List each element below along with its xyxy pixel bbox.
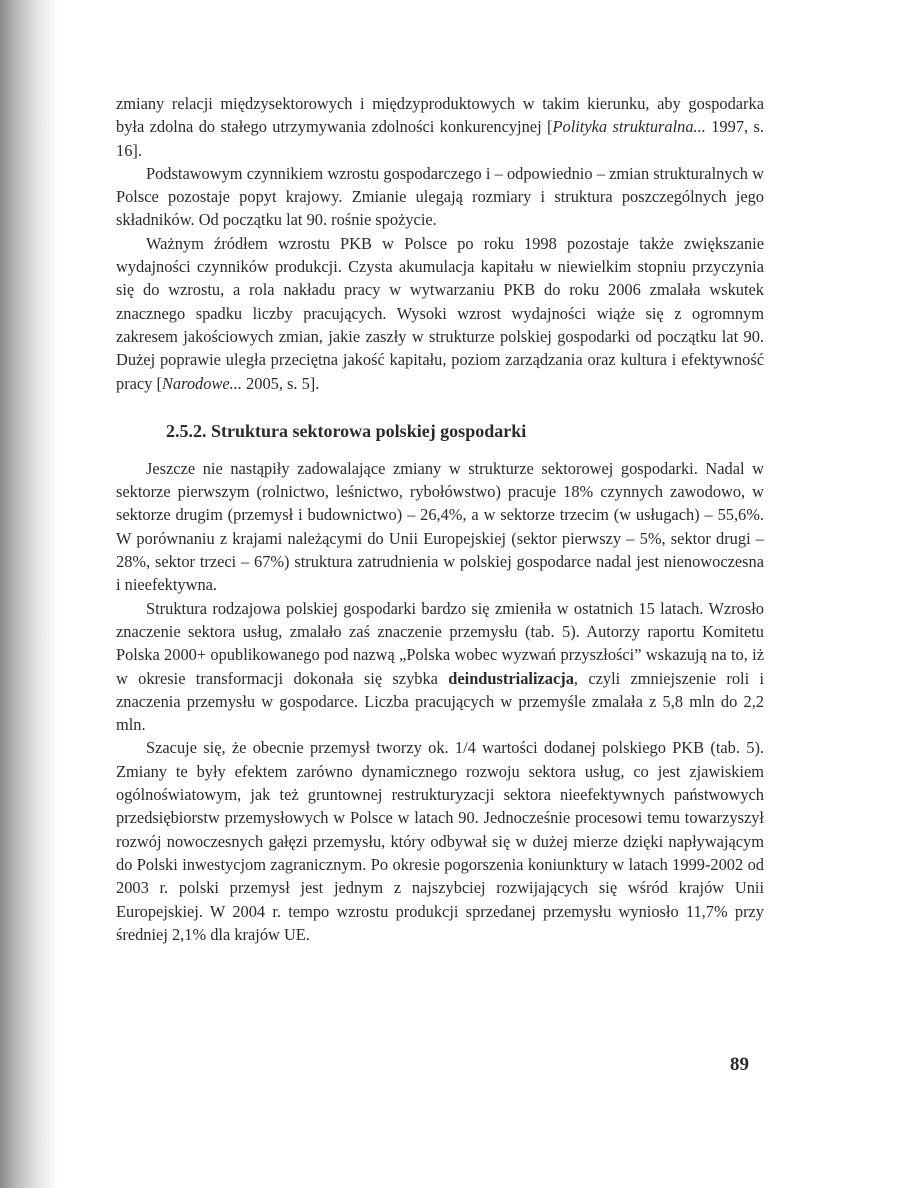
citation: Polityka strukturalna... (552, 117, 706, 137)
bold-term: deindustrializacja (448, 668, 574, 688)
section-heading: 2.5.2. Struktura sektorowa polskiej gospodarki (166, 420, 527, 441)
paragraph: Szacuje się, że obecnie przemysł tworzy ok. 1/4 wartości dodanej polskiego PKB (tab. 5). Zmiany te były efektem zarówno dynamicznego rozwoju sektora usług, co jest zjawiskiem ogólnoświatowym, jak też gruntownej restrukturyzacji sektora nieefektywnych państwowych przedsiębiorstw przemysłowych w Polsce w latach 90. Jednocześnie procesowi temu towarzyszył rozwój nowoczesnych gałęzi przemysłu, który odbywał się w dużej mierze dzięki napływającym do Polski inwestycjom zagranicznym. Po okresie pogorszenia koniunktury w latach 1999-2002 od 2003 r. polski przemysł jest jednym z najszybciej rozwijających się wśród krajów Unii Europejskiej. W 2004 r. tempo wzrostu produkcji sprzedanej przemysłu wyniosło 11,7% przy średniej 2,1% dla krajów UE. (116, 738, 764, 944)
page-number: 89 (730, 1054, 749, 1075)
paragraph: Struktura rodzajowa polskiej gospodarki bardzo się zmieniła w ostatnich 15 latach. Wzrosło znaczenie sektora usług, zmalało zaś znaczenie przemysłu (tab. 5). Autorzy raportu Komitetu Polska 2000+ opublikowanego pod nazwą „Polska wobec wyzwań przyszłości” wskazują na to, iż w okresie transformacji dokonała się szybka deindustrializacja, czyli zmniejszenie roli i znaczenia przemysłu w gospodarce. Liczba pracujących w przemyśle zmalała z 5,8 mln do 2,2 mln. (116, 598, 765, 735)
paragraph: Ważnym źródłem wzrostu PKB w Polsce po roku 1998 pozostaje także zwiększanie wydajności czynników produkcji. Czysta akumulacja kapitału w niewielkim stopniu przyczynia się do wzrostu, a rola nakładu pracy w wytwarzaniu PKB do roku 2006 zmalała wskutek znacznego spadku liczby pracujących. Wysoki wzrost wydajności wiąże się z ogromnym zakresem jakościowych zmian, jakie zaszły w strukturze polskiej gospodarki od początku lat 90. Dużej poprawie uległa przeciętna jakość kapitału, poziom zarządzania oraz kultura i efektywność pracy [Narodowe... 2005, s. 5]. (116, 233, 764, 393)
paragraph: Jeszcze nie nastąpiły zadowalające zmiany w strukturze sektorowej gospodarki. Nadal w sektorze pierwszym (rolnictwo, leśnictwo, rybołówstwo) pracuje 18% czynnych zawodowo, w sektorze drugim (przemysł i budownictwo) – 26,4%, a w sektorze trzecim (w usługach) – 55,6%. W porównaniu z krajami należącymi do Unii Europejskiej (sektor pierwszy – 5%, sektor drugi – 28%, sektor trzeci – 67%) struktura zatrudnienia w polskiej gospodarce nadal jest nienowoczesna i nieefektywna. (116, 458, 764, 595)
citation: Narodowe... (161, 373, 242, 393)
scan-edge-shadow (0, 0, 58, 1188)
page-body (116, 92, 764, 946)
paragraph: Podstawowym czynnikiem wzrostu gospodarczego i – odpowiednio – zmian strukturalnych w Polsce pozostaje popyt krajowy. Zmianie ulegają rozmiary i struktura poszczególnych jego składników. Od początku lat 90. rośnie spożycie. (116, 163, 764, 230)
paragraph-continuation: zmiany relacji międzysektorowych i międzyproduktowych w takim kierunku, aby gospodarka była zdolna do stałego utrzymywania zdolności konkurencyjnej [Polityka strukturalna... 1997, s. 16]. (116, 94, 764, 160)
